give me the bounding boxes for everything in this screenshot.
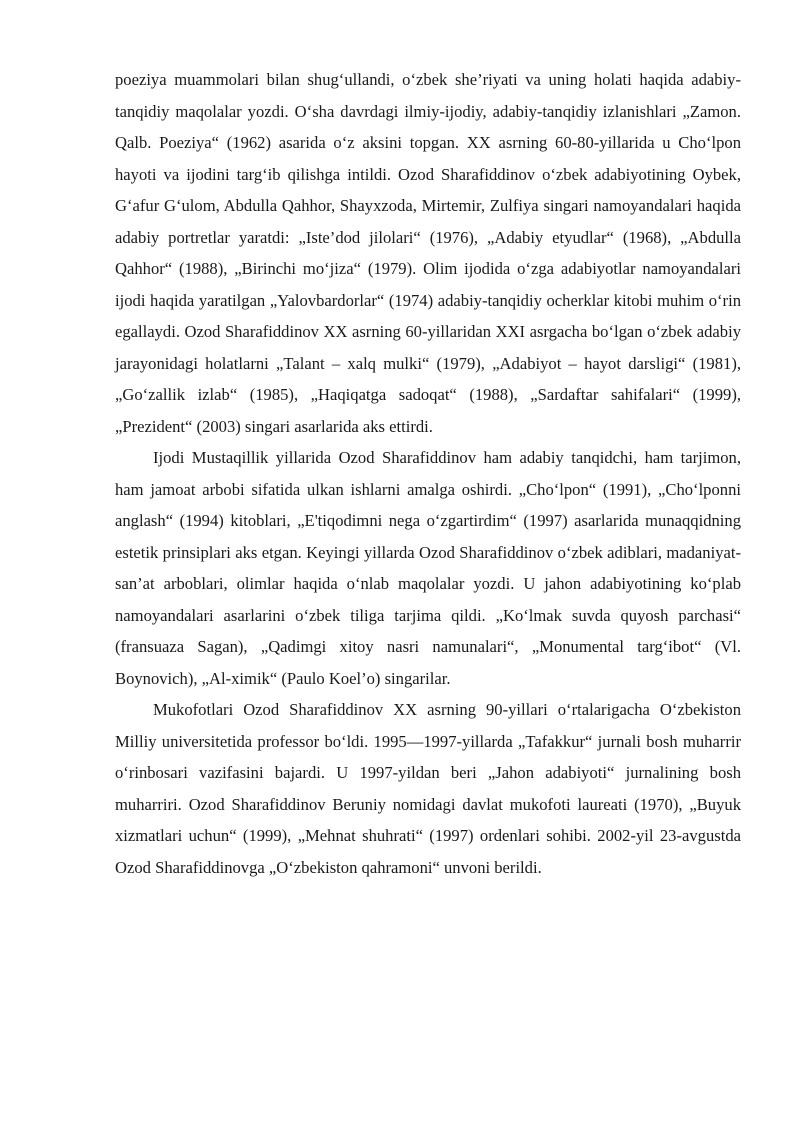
paragraph-independence-years: Ijodi Mustaqillik yillarida Ozod Sharafiddinov ham adabiy tanqidchi, ham tarjimon, ham jamoat arbobi sifatida ulkan ishlarni amalga oshirdi. „Cho‘lpon“ (1991), „Cho‘lponni anglash“ (1994) kitoblari, „E'tiqodimni nega o‘zgartirdim“ (1997) asarlarida munaqqidning estetik prinsiplari aks etgan. Keyingi yillarda Ozod Sharafiddinov o‘zbek adiblari, madaniyat-san’at arboblari, olimlar haqida o‘nlab maqolalar yozdi. U jahon adabiyotining ko‘plab namoyandalari asarlarini o‘zbek tiliga tarjima qildi. „Ko‘lmak suvda quyosh parchasi“ (fransuaza Sagan), „Qadimgi xitoy nasri namunalari“, „Monumental targ‘ibot“ (Vl. Boynovich), „Al-ximik“ (Paulo Koel’o) singarilar.: [115, 448, 741, 688]
paragraph-awards: Mukofotlari Ozod Sharafiddinov XX asrning 90-yillari o‘rtalarigacha O‘zbekiston Milliy universitetida professor bo‘ldi. 1995—1997-yillarda „Tafakkur“ jurnali bosh muharrir o‘rinbosari vazifasini bajardi. U 1997-yildan beri „Jahon adabiyoti“ jurnalining bosh muharriri. Ozod Sharafiddinov Beruniy nomidagi davlat mukofoti laureati (1970), „Buyuk xizmatlari uchun“ (1999), „Mehnat shuhrati“ (1997) ordenlari sohibi. 2002-yil 23-avgustda Ozod Sharafiddinovga „O‘zbekiston qahramoni“ unvoni berildi.: [115, 700, 741, 877]
document-page: [115, 64, 741, 883]
paragraph-continued: poeziya muammolari bilan shug‘ullandi, o‘zbek she’riyati va uning holati haqida adabiy-tanqidiy maqolalar yozdi. O‘sha davrdagi ilmiy-ijodiy, adabiy-tanqidiy izlanishlari „Zamon. Qalb. Poeziya“ (1962) asarida o‘z aksini topgan. XX asrning 60-80-yillarida u Cho‘lpon hayoti va ijodini targ‘ib qilishga intildi. Ozod Sharafiddinov o‘zbek adabiyotining Oybek, G‘afur G‘ulom, Abdulla Qahhor, Shayxzoda, Mirtemir, Zulfiya singari namoyandalari haqida adabiy portretlar yaratdi: „Iste’dod jilolari“ (1976), „Adabiy etyudlar“ (1968), „Abdulla Qahhor“ (1988), „Birinchi mo‘jiza“ (1979). Olim ijodida o‘zga adabiyotlar namoyandalari ijodi haqida yaratilgan „Yalovbardorlar“ (1974) adabiy-tanqidiy ocherklar kitobi muhim o‘rin egallaydi. Ozod Sharafiddinov XX asrning 60-yillaridan XXI asrgacha bo‘lgan o‘zbek adabiy jarayonidagi holatlarni „Talant – xalq mulki“ (1979), „Adabiyot – hayot darsligi“ (1981), „Go‘zallik izlab“ (1985), „Haqiqatga sadoqat“ (1988), „Sardaftar sahifalari“ (1999), „Prezident“ (2003) singari asarlarida aks ettirdi.: [115, 70, 741, 436]
